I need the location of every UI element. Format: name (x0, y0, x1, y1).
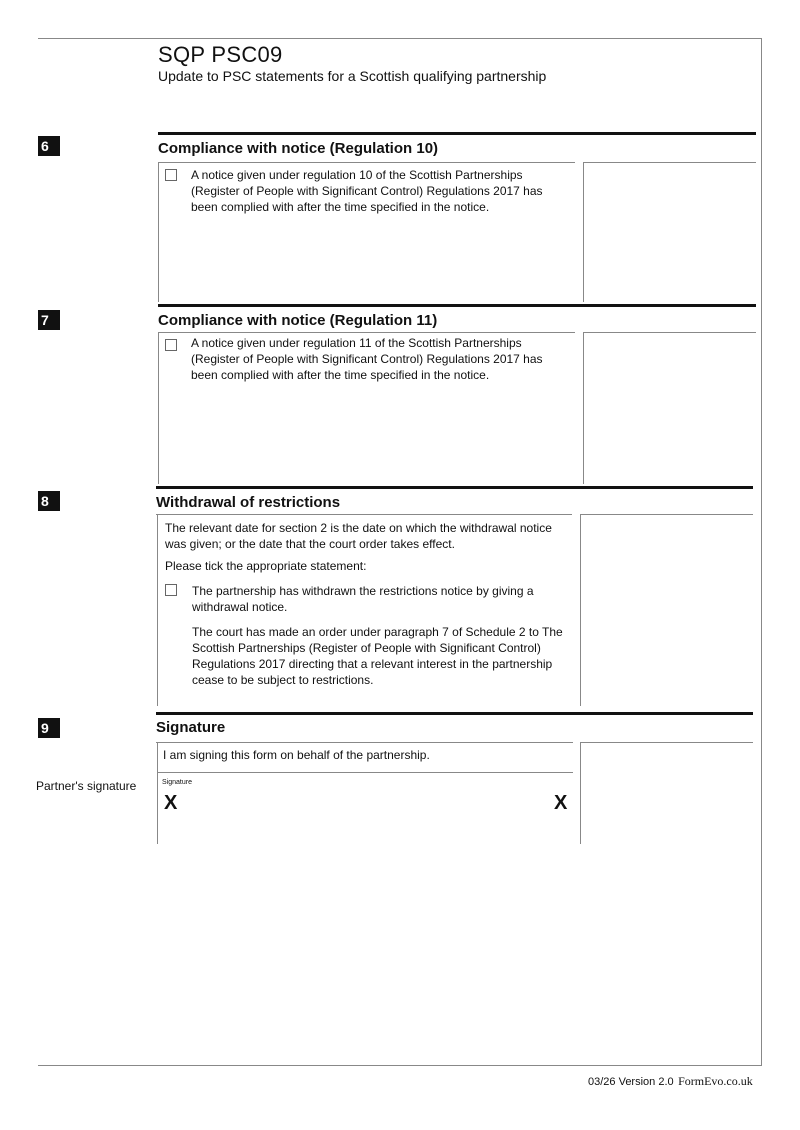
compliance-reg11-checkbox[interactable] (165, 339, 177, 351)
footer-brand: FormEvo.co.uk (678, 1074, 753, 1088)
section-rule (158, 304, 756, 307)
box-top-line (156, 514, 572, 515)
side-box-top-line (583, 332, 756, 333)
box-right-line (583, 332, 584, 484)
section-number-badge: 9 (38, 718, 60, 738)
compliance-reg11-statement: A notice given under regulation 11 of the Scottish Partnerships (Register of People with Significant Control) Regulations 2017 has been complied with after the time specified in the notice. (191, 336, 543, 382)
box-left-line (158, 162, 159, 302)
x-mark-right-icon: X (554, 792, 568, 814)
section-number-badge: 7 (38, 310, 60, 330)
page-frame-bottom (38, 1065, 761, 1066)
section-title: Signature (156, 719, 226, 736)
footer-version: 03/26 Version 2.0 (588, 1076, 674, 1088)
form-code: SQP PSC09 (158, 42, 283, 67)
section-title: Withdrawal of restrictions (156, 494, 341, 511)
section-rule (156, 486, 753, 489)
withdrawal-notice-checkbox[interactable] (165, 584, 177, 596)
compliance-reg10-checkbox[interactable] (165, 169, 177, 181)
page-frame-right (761, 38, 762, 1066)
page-frame-top (38, 38, 761, 39)
compliance-reg10-statement: A notice given under regulation 10 of the Scottish Partnerships (Register of People with Significant Control) Regulations 2017 has been complied with after the time specified in the notice. (191, 168, 543, 214)
side-box-top-line (580, 742, 753, 743)
x-mark-left-icon: X (164, 792, 178, 814)
section-number-badge: 6 (38, 136, 60, 156)
footer (588, 1072, 753, 1090)
tick-instruction: Please tick the appropriate statement: (165, 559, 367, 573)
section-number-badge: 8 (38, 491, 60, 511)
form-title: Update to PSC statements for a Scottish qualifying partnership (158, 68, 547, 84)
box-left-line (158, 332, 159, 484)
partner-signature-label: Partner's signature (36, 779, 137, 793)
box-right-line (580, 742, 581, 844)
withdrawal-notice-option: The partnership has withdrawn the restrictions notice by giving a withdrawal notice. (192, 584, 534, 614)
partner-signature-field[interactable] (158, 773, 573, 843)
box-left-line (157, 514, 158, 706)
box-right-line (580, 514, 581, 706)
signature-field-label: Signature (162, 779, 192, 786)
court-order-option: The court has made an order under paragraph 7 of Schedule 2 to The Scottish Partnerships (Register of People with Significant Control) Regulations 2017 directing that a relevant interest in the partnership cease to be subject to restrictions. (192, 625, 563, 687)
signing-statement: I am signing this form on behalf of the partnership. (163, 748, 430, 762)
box-top-line (156, 742, 573, 743)
section-title: Compliance with notice (Regulation 10) (158, 140, 439, 157)
box-top-line (158, 162, 575, 163)
section-rule (158, 132, 756, 135)
section-title: Compliance with notice (Regulation 11) (158, 312, 438, 329)
box-right-line (583, 162, 584, 302)
withdrawal-intro: The relevant date for section 2 is the date on which the withdrawal notice was given; or the date that the court order takes effect. (165, 521, 552, 551)
box-top-line (158, 332, 575, 333)
side-box-top-line (583, 162, 756, 163)
side-box-top-line (580, 514, 753, 515)
section-rule (156, 712, 753, 715)
